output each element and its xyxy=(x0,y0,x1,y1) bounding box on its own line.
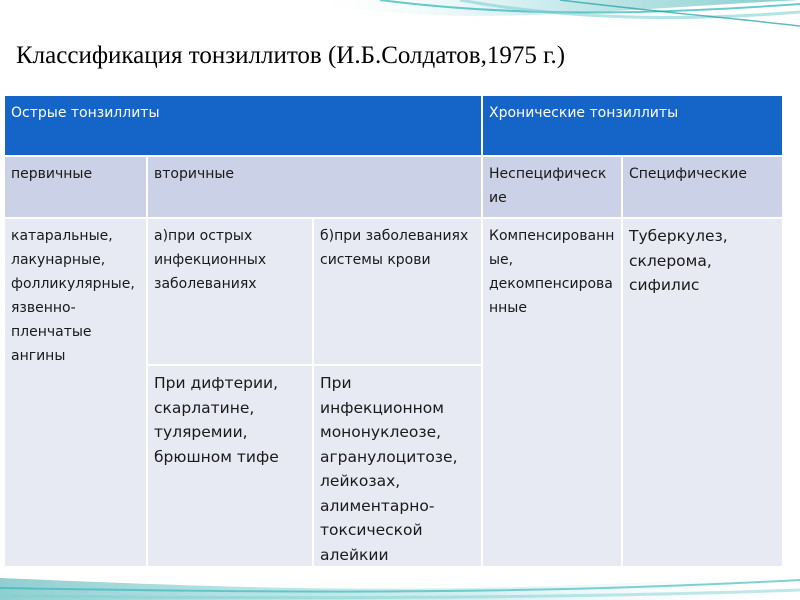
cell-primary-types: катаральные, лакунарные, фолликулярные, язвенно-пленчатые ангины xyxy=(5,219,146,566)
cell-blood-diseases-list: При инфекционном мононуклеозе, агранулоцитозе, лейкозах, алиментарно-токсической алейкии xyxy=(314,366,481,566)
cell-nonspecific-forms: Компенсированные, декомпенсированные xyxy=(483,219,621,566)
cell-blood-diseases: б)при заболеваниях системы крови xyxy=(314,219,481,364)
header-acute: Острые тонзиллиты xyxy=(5,96,481,155)
slide-title: Классификация тонзиллитов (И.Б.Солдатов,1975 г.) xyxy=(16,42,566,69)
subheader-primary: первичные xyxy=(5,157,146,217)
subheader-nonspecific: Неспецифические xyxy=(483,157,621,217)
cell-acute-infections: а)при острых инфекционных заболеваниях xyxy=(148,219,312,364)
subheader-specific: Специфические xyxy=(623,157,782,217)
cell-specific-forms: Туберкулез, склерома, сифилис xyxy=(623,219,782,566)
cell-acute-infections-list: При дифтерии, скарлатине, туляремии, брюшном тифе xyxy=(148,366,312,566)
subheader-secondary: вторичные xyxy=(148,157,481,217)
header-chronic: Хронические тонзиллиты xyxy=(483,96,782,155)
